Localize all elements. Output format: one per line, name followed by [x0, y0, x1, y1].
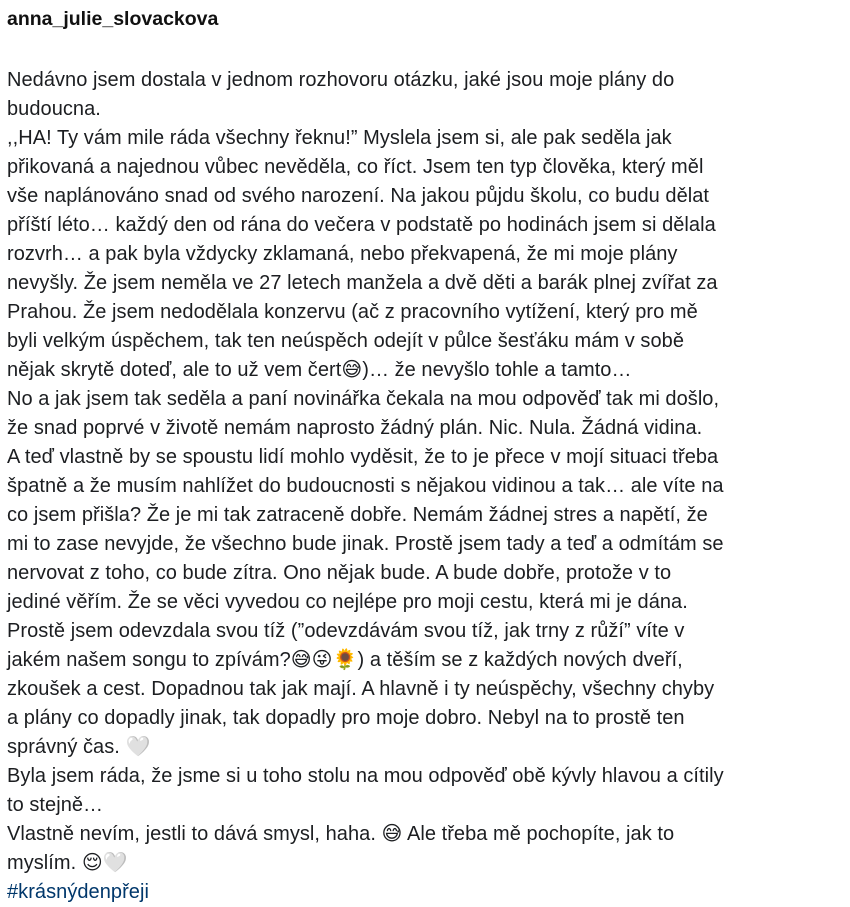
caption-line: a plány co dopadly jinak, tak dopadly pro moje dobro. Nebyl na to prostě ten	[7, 707, 685, 729]
caption-line: příští léto… každý den od rána do večera v podstatě po hodinách jsem si dělala	[7, 214, 716, 236]
hashtag-link[interactable]: #krásnýdenpřeji	[7, 881, 149, 903]
username-link[interactable]: anna_julie_slovackova	[7, 8, 219, 30]
caption-line: rozvrh… a pak byla vždycky zklamaná, nebo překvapená, že mi moje plány	[7, 243, 678, 265]
caption-line: mi to zase nevyjde, že všechno bude jinak. Prostě jsem tady a teď a odmítám se	[7, 533, 724, 555]
caption-line: A teď vlastně by se spoustu lidí mohlo vyděsit, že to je přece v mojí situaci třeba	[7, 446, 719, 468]
caption-line: Vlastně nevím, jestli to dává smysl, haha. 😅 Ale třeba mě pochopíte, jak to	[7, 823, 675, 845]
caption-line: správný čas. 🤍	[7, 736, 151, 758]
caption-line: jediné věřím. Že se věci vyvedou co nejlépe pro moji cestu, která mi je dána.	[7, 591, 688, 613]
caption-line: byli velkým úspěchem, tak ten neúspěch odejít v půlce šesťáku mám v sobě	[7, 330, 684, 352]
caption-line: co jsem přišla? Že je mi tak zatraceně dobře. Nemám žádnej stres a napětí, že	[7, 504, 708, 526]
caption-line: Prahou. Že jsem nedodělala konzervu (ač z pracovního vytížení, který pro mě	[7, 301, 698, 323]
caption-line: budoucna.	[7, 98, 101, 120]
caption-line: Nedávno jsem dostala v jednom rozhovoru otázku, jaké jsou moje plány do	[7, 69, 675, 91]
caption-line: to stejně…	[7, 794, 104, 816]
caption-line: přikovaná a najednou vůbec nevěděla, co říct. Jsem ten typ člověka, který měl	[7, 156, 704, 178]
caption-line: zkoušek a cest. Dopadnou tak jak mají. A hlavně i ty neúspěchy, všechny chyby	[7, 678, 715, 700]
caption-line: ,,HA! Ty vám mile ráda všechny řeknu!” Myslela jsem si, ale pak seděla jak	[7, 127, 672, 149]
caption-line: nějak skrytě doteď, ale to už vem čert😅)… že nevyšlo tohle a tamto…	[7, 359, 632, 381]
caption-line: nervovat z toho, co bude zítra. Ono nějak bude. A bude dobře, protože v to	[7, 562, 672, 584]
caption-text	[7, 66, 837, 907]
caption-line: vše naplánováno snad od svého narození. Na jakou půjdu školu, co budu dělat	[7, 185, 710, 207]
caption-line: myslím. 😌🤍	[7, 852, 128, 874]
caption-line: No a jak jsem tak seděla a paní novinářka čekala na mou odpověď tak mi došlo,	[7, 388, 720, 410]
caption-line: nevyšly. Že jsem neměla ve 27 letech manžela a dvě děti a barák plnej zvířat za	[7, 272, 718, 294]
caption-line: Prostě jsem odevzdala svou tíž (”odevzdávám svou tíž, jak trny z růží” víte v	[7, 620, 685, 642]
caption-line: špatně a že musím nahlížet do budoucnosti s nějakou vidinou a tak… ale víte na	[7, 475, 724, 497]
caption-line: Byla jsem ráda, že jsme si u toho stolu na mou odpověď obě kývly hlavou a cítily	[7, 765, 724, 787]
caption-line: jakém našem songu to zpívám?😅😜🌻) a těším se z každých nových dveří,	[7, 649, 683, 671]
caption-line: že snad poprvé v životě nemám naprosto žádný plán. Nic. Nula. Žádná vidina.	[7, 417, 703, 439]
